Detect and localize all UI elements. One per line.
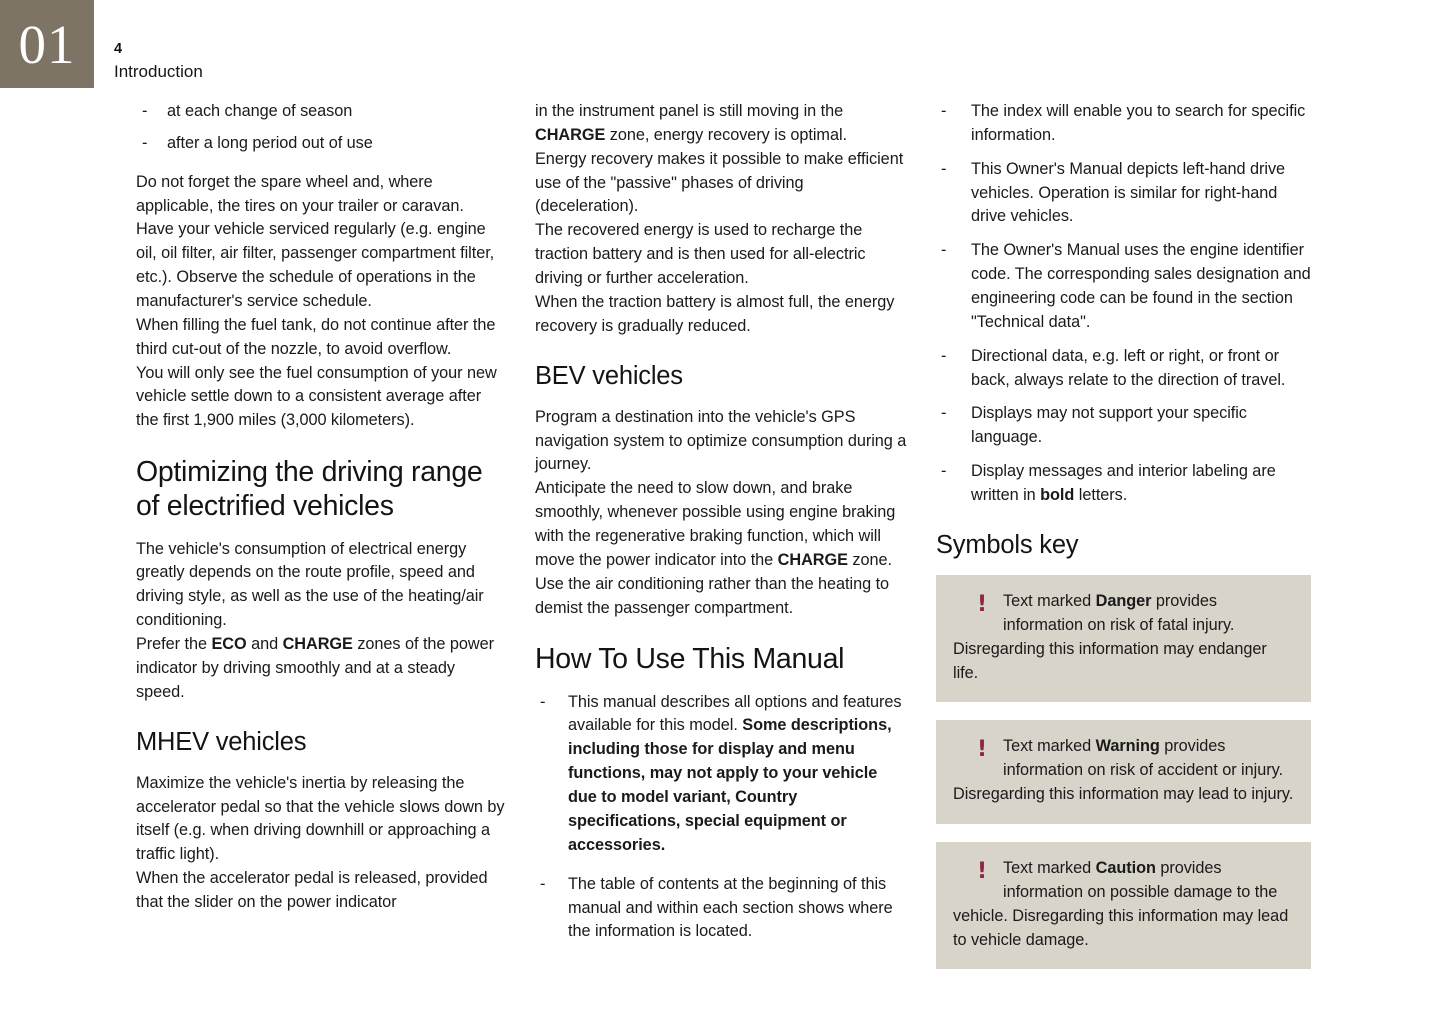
- column-1: [136, 100, 508, 915]
- chapter-number-badge: [0, 0, 94, 88]
- manual-usage-list: [535, 691, 910, 945]
- page-number: 4: [114, 41, 123, 57]
- page-columns: [0, 100, 1445, 1000]
- symbol-box-text: [953, 857, 1294, 952]
- list-item-bold-text: Some descriptions, including those for display and menu functions, may not apply to your vehicle due to model variant, Country specifications, special equipment or accessories.: [568, 716, 892, 854]
- list-item: [936, 158, 1311, 230]
- maintenance-check-list: [136, 100, 508, 156]
- list-item-text: The table of contents at the beginning of this manual and within each section shows where the information is located.: [568, 874, 893, 941]
- symbol-box-warning: [936, 720, 1311, 824]
- dash-bullet-icon: -: [941, 462, 947, 481]
- paragraph-charge-zone-continued: [535, 100, 910, 148]
- heading-how-to-use-this-manual: How To Use This Manual: [535, 643, 845, 676]
- dash-bullet-icon: -: [540, 692, 546, 711]
- list-item: [535, 691, 910, 858]
- danger-keyword: Danger: [1095, 592, 1152, 610]
- column-3: [936, 100, 1311, 969]
- paragraph-battery-full: When the traction battery is almost full, the energy recovery is gradually reduced.: [535, 292, 895, 335]
- dash-bullet-icon: -: [941, 241, 947, 260]
- paragraph-spare-wheel: Do not forget the spare wheel and, where applicable, the tires on your trailer or caravan.: [136, 172, 464, 215]
- dash-bullet-icon: -: [142, 102, 148, 120]
- paragraph-energy-consumption: The vehicle's consumption of electrical energy greatly depends on the route profile, speed and driving style, as well as the use of the heating/air conditioning.: [136, 539, 484, 630]
- paragraph-air-conditioning: Use the air conditioning rather than the heating to demist the passenger compartment.: [535, 574, 890, 617]
- exclamation-mark-icon: !: [976, 592, 988, 617]
- paragraph-servicing: Have your vehicle serviced regularly (e.g. engine oil, oil filter, air filter, passenger compartment filter, etc.). Observe the schedule of operations in the manufacturer's service schedule.: [136, 220, 495, 311]
- heading-symbols-key: Symbols key: [936, 530, 1079, 559]
- dash-bullet-icon: -: [142, 133, 148, 152]
- list-item: [936, 239, 1311, 334]
- list-item: [136, 132, 508, 156]
- list-item: [936, 460, 1311, 508]
- warning-keyword: Warning: [1095, 737, 1160, 756]
- text-run: Text marked: [1003, 592, 1096, 610]
- dash-bullet-icon: -: [540, 874, 546, 893]
- list-item-text: Directional data, e.g. left or right, or front or back, always relate to the direction of travel.: [971, 346, 1286, 389]
- list-item-text: at each change of season: [167, 102, 353, 120]
- paragraph-recovered-energy: The recovered energy is used to recharge the traction battery and is then used for all-electric driving or further acceleration.: [535, 221, 866, 288]
- list-item: [535, 873, 910, 945]
- text-run: in the instrument panel is still moving in the: [535, 102, 844, 120]
- bold-keyword: bold: [1040, 486, 1075, 505]
- list-item-text: This manual describes all options and features available for this model.: [568, 692, 902, 735]
- list-item-text: Display messages and interior labeling are written in: [971, 462, 1276, 505]
- text-run: letters.: [1074, 486, 1128, 505]
- dash-bullet-icon: -: [941, 346, 947, 365]
- manual-notes-list: [936, 100, 1311, 508]
- text-run: zone, energy recovery is optimal.: [605, 125, 847, 144]
- list-item: [936, 345, 1311, 393]
- text-run: Text marked: [1003, 859, 1096, 878]
- text-run: zones of the power indicator by driving smoothly and at a steady speed.: [136, 634, 494, 701]
- symbol-box-text: [953, 590, 1294, 685]
- charge-keyword: CHARGE: [282, 634, 353, 653]
- paragraph-gps-destination: Program a destination into the vehicle's GPS navigation system to optimize consumption during a journey.: [535, 407, 907, 474]
- text-run: Text marked: [1003, 737, 1096, 756]
- list-item: [936, 402, 1311, 450]
- exclamation-mark-icon: !: [976, 859, 988, 885]
- symbol-box-caution: [936, 842, 1311, 969]
- text-run: Anticipate the need to slow down, and brake smoothly, whenever possible using engine braking with the regenerative braking function, which will move the power indicator into the: [535, 479, 896, 569]
- dash-bullet-icon: -: [941, 404, 947, 423]
- text-run: provides information on possible damage to the vehicle. Disregarding this information may lead to vehicle damage.: [953, 859, 1289, 949]
- chapter-number: 01: [18, 13, 76, 75]
- caution-keyword: Caution: [1095, 859, 1156, 878]
- text-run: provides information on risk of accident or injury. Disregarding this information may lead to injury.: [953, 737, 1294, 804]
- text-run: Prefer the: [136, 634, 212, 653]
- charge-keyword: CHARGE: [535, 125, 606, 144]
- paragraph-eco-charge-zones: [136, 633, 508, 705]
- symbol-box-text: [953, 735, 1294, 807]
- charge-keyword: CHARGE: [777, 550, 848, 569]
- column-2: [535, 100, 910, 959]
- list-item-text: Displays may not support your specific language.: [971, 404, 1247, 447]
- paragraph-inertia: Maximize the vehicle's inertia by releasing the accelerator pedal so that the vehicle slows down by itself (e.g. when driving downhill or approaching a traffic light).: [136, 773, 505, 864]
- list-item-text: This Owner's Manual depicts left-hand drive vehicles. Operation is similar for right-hand drive vehicles.: [971, 159, 1286, 226]
- heading-optimizing-driving-range: Optimizing the driving range of electrified vehicles: [136, 456, 483, 523]
- heading-mhev-vehicles: MHEV vehicles: [136, 727, 307, 756]
- text-run: provides information on risk of fatal injury. Disregarding this information may endanger life.: [953, 592, 1267, 682]
- dash-bullet-icon: -: [941, 159, 947, 178]
- symbol-box-danger: [936, 575, 1311, 702]
- paragraph-fuel-consumption: You will only see the fuel consumption of your new vehicle settle down to a consistent average after the first 1,900 miles (3,000 kilometers).: [136, 363, 497, 430]
- paragraph-anticipate-braking: [535, 477, 910, 572]
- heading-bev-vehicles: BEV vehicles: [535, 361, 683, 390]
- page-header: [114, 40, 203, 84]
- list-item: [136, 100, 508, 124]
- paragraph-fuel-tank: When filling the fuel tank, do not continue after the third cut-out of the nozzle, to avoid overflow.: [136, 315, 496, 358]
- list-item-text: The Owner's Manual uses the engine identifier code. The corresponding sales designation and engineering code can be found in the section "Technical data".: [971, 241, 1311, 331]
- exclamation-mark-icon: !: [976, 737, 988, 763]
- list-item-text: after a long period out of use: [167, 133, 373, 152]
- list-item: [936, 100, 1311, 148]
- text-run: and: [246, 634, 283, 653]
- list-item-text: The index will enable you to search for specific information.: [971, 102, 1306, 144]
- eco-keyword: ECO: [211, 634, 247, 653]
- paragraph-passive-phases: Energy recovery makes it possible to make efficient use of the "passive" phases of driving (deceleration).: [535, 149, 904, 216]
- section-title: Introduction: [114, 61, 203, 81]
- paragraph-accelerator-released: When the accelerator pedal is released, provided that the slider on the power indicator: [136, 869, 488, 911]
- dash-bullet-icon: -: [941, 102, 947, 120]
- text-run: zone.: [847, 550, 892, 569]
